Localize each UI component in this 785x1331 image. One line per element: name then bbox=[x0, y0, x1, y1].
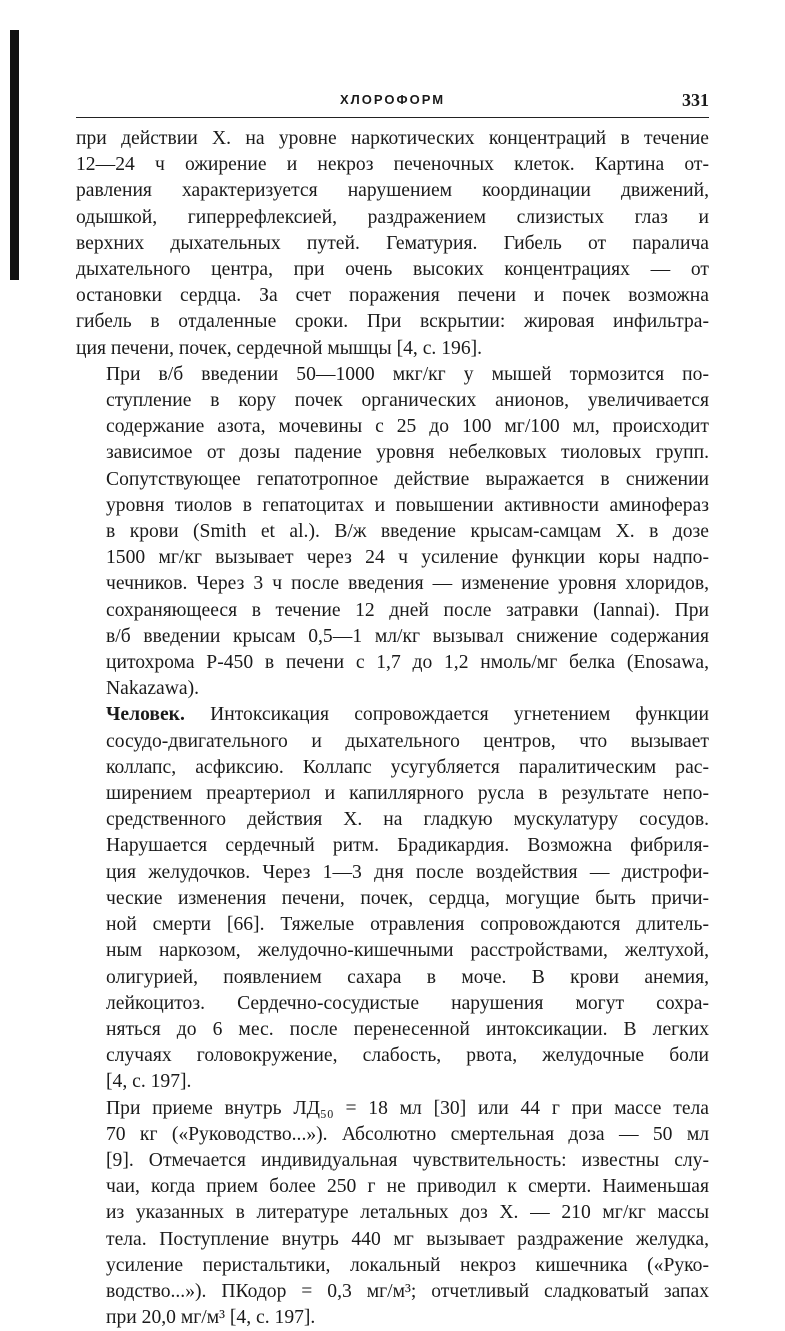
text-line bbox=[76, 702, 709, 728]
text-line: гибель в отдаленные сроки. При вскрытии: жировая инфильтра- bbox=[76, 311, 709, 333]
page-header bbox=[76, 92, 709, 116]
paragraph-intraperitoneal bbox=[76, 362, 709, 703]
paragraph-oral-dose bbox=[76, 1096, 709, 1331]
text-line: тела. Поступление внутрь 440 мг вызывает раздражение желудка, bbox=[106, 1228, 709, 1250]
text-line: из указанных в литературе летальных доз Х. — 210 мг/кг массы bbox=[106, 1202, 709, 1224]
text-line: лейкоцитоз. Сердечно-сосудистые нарушения могут сохра- bbox=[106, 992, 709, 1014]
text-line: 70 кг («Руководство...»). Абсолютно смертельная доза — 50 мл bbox=[106, 1123, 709, 1145]
running-title: ХЛОРОФОРМ bbox=[339, 92, 446, 107]
paragraph-toxicity-animals bbox=[76, 126, 709, 362]
section-lead: Человек. bbox=[106, 704, 185, 726]
text-line: усиление перистальтики, локальный некроз кишечника («Руко- bbox=[106, 1254, 709, 1276]
text-line: дыхательного центра, при очень высоких концентрациях — от bbox=[76, 259, 709, 281]
text-line: ция желудочков. Через 1—3 дня после воздействия — дистрофи- bbox=[106, 861, 709, 883]
text-line: цитохрома Р-450 в печени с 1,7 до 1,2 нмоль/мг белка (Enosawa, bbox=[106, 652, 709, 674]
text-line: сохраняющееся в течение 12 дней после затравки (Iannai). При bbox=[106, 599, 709, 621]
text-line: [4, с. 197]. bbox=[106, 1071, 192, 1093]
text-line: 12—24 ч ожирение и некроз печеночных клеток. Картина от- bbox=[76, 154, 709, 176]
text-line: при действии Х. на уровне наркотических концентраций в течение bbox=[76, 128, 709, 149]
text-line: в/б введении крысам 0,5—1 мл/кг вызывал снижение содержания bbox=[106, 625, 709, 647]
page-number: 331 bbox=[682, 90, 709, 110]
text-line: уровня тиолов в гепатоцитах и повышении активности аминофераз bbox=[106, 494, 709, 516]
text-line: Nakazawa). bbox=[106, 678, 200, 700]
header-rule bbox=[76, 117, 709, 118]
page-body bbox=[76, 126, 709, 1331]
text-line: ширением преартериол и капиллярного русла в результате непо- bbox=[106, 783, 709, 805]
text-line: Нарушается сердечный ритм. Брадикардия. Возможна фибриля- bbox=[106, 835, 709, 857]
text-line: 1500 мг/кг вызывает через 24 ч усиление функции коры надпо- bbox=[106, 547, 709, 569]
text-line: водство...»). ПКодор = 0,3 мг/м³; отчетливый сладковатый запах bbox=[106, 1280, 709, 1302]
page-edge-bar bbox=[10, 30, 19, 280]
text-line: чечников. Через 3 ч после введения — изменение уровня хлоридов, bbox=[106, 573, 709, 595]
text-line: в крови (Smith et al.). В/ж введение крысам-самцам Х. в дозе bbox=[106, 521, 709, 543]
text-line: чаи, когда прием более 250 г не приводил к смерти. Наименьшая bbox=[106, 1176, 709, 1198]
paragraph-human bbox=[76, 702, 709, 1095]
text-line: коллапс, асфиксию. Коллапс усугубляется паралитическим рас- bbox=[106, 756, 709, 778]
text-line: средственного действия Х. на гладкую мускулатуру сосудов. bbox=[106, 809, 709, 831]
text-line: при 20,0 мг/м³ [4, с. 197]. bbox=[106, 1307, 316, 1329]
text-line: равления характеризуется нарушением координации движений, bbox=[76, 180, 709, 202]
text-line: ным наркозом, желудочно-кишечными расстройствами, желтухой, bbox=[106, 940, 709, 962]
text-line: При в/б введении 50—1000 мкг/кг у мышей тормозится по- bbox=[106, 363, 709, 385]
text-line: ция печени, почек, сердечной мышцы [4, с. 196]. bbox=[76, 337, 483, 359]
text-line: верхних дыхательных путей. Гематурия. Гибель от паралича bbox=[76, 232, 709, 254]
text-line: ческие изменения печени, почек, сердца, могущие быть причи- bbox=[106, 887, 709, 909]
text-line: ной смерти [66]. Тяжелые отравления сопровождаются длитель- bbox=[106, 914, 709, 936]
text-line: случаях головокружение, слабость, рвота, желудочные боли bbox=[106, 1045, 709, 1067]
text-line: содержание азота, мочевины с 25 до 100 мг/100 мл, происходит bbox=[106, 416, 709, 438]
text-line: [9]. Отмечается индивидуальная чувствительность: известны слу- bbox=[106, 1149, 709, 1171]
text-line: Сопутствующее гепатотропное действие выражается в снижении bbox=[106, 468, 709, 490]
text-line: одышкой, гиперрефлексией, раздражением слизистых глаз и bbox=[76, 206, 709, 228]
text-line: няться до 6 мес. после перенесенной интоксикации. В легких bbox=[106, 1018, 709, 1040]
text-line: При приеме внутрь ЛД₅₀ = 18 мл [30] или 44 г при массе тела bbox=[106, 1097, 709, 1119]
text-line: ступление в кору почек органических анионов, увеличивается bbox=[106, 390, 709, 412]
text-line: сосудо-двигательного и дыхательного центров, что вызывает bbox=[106, 730, 709, 752]
text-line: остановки сердца. За счет поражения печени и почек возможна bbox=[76, 285, 709, 307]
text-line: зависимое от дозы падение уровня небелковых тиоловых групп. bbox=[106, 442, 709, 464]
line-text: Интоксикация сопровождается угнетением функции bbox=[184, 704, 709, 726]
text-line: олигурией, появлением сахара в моче. В крови анемия, bbox=[106, 966, 709, 988]
